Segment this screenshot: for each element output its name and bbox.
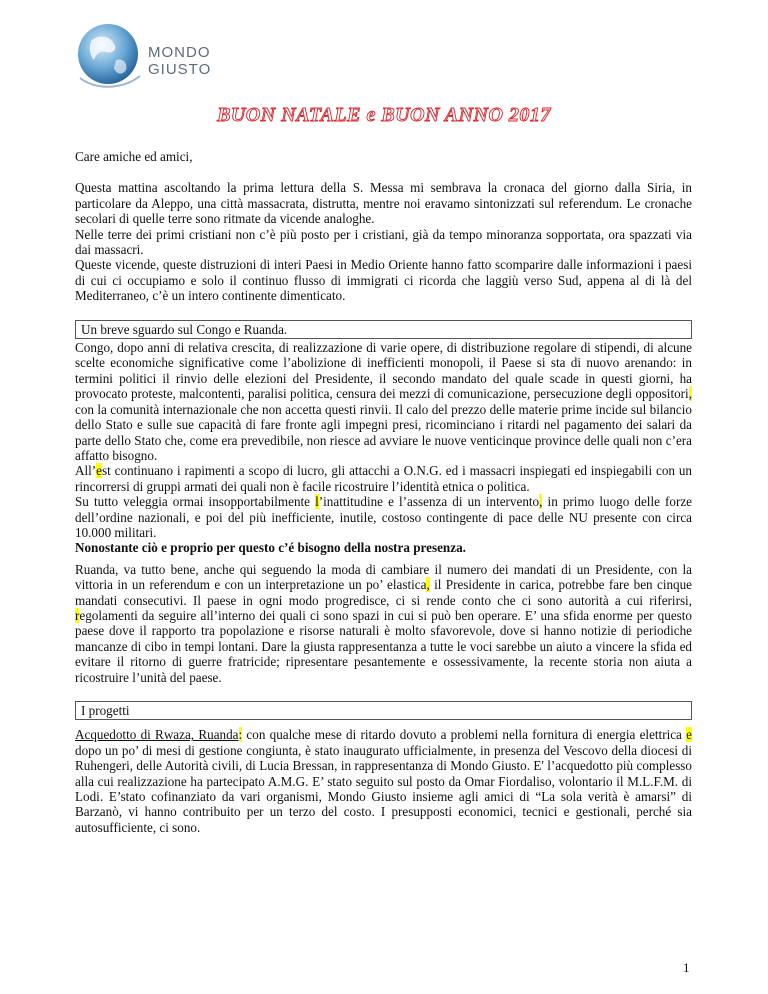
intro-paragraph-3: Queste vicende, queste distruzioni di interi Paesi in Medio Oriente hanno fatto scomparire dalle informazioni i paesi di cui ci occupiamo e solo il continuo flusso di immigrati ci ricorda che laggiù verso Sud, appena al di là del Mediterraneo, c’è un intero continente dimenticato. (75, 257, 692, 304)
highlight-l: l (315, 494, 319, 510)
highlight-r: r (75, 607, 80, 623)
logo-text-line1: MONDO (148, 44, 211, 61)
summary-paragraph (75, 494, 692, 540)
est-paragraph (75, 463, 692, 494)
project-text-a: con qualche mese di ritardo dovuto a problemi nella fornitura di energia elettrica (242, 727, 687, 743)
est-text-b: st continuano i rapimenti a scopo di lucro, gli attacchi a O.N.G. ed i massacri inspiegati ed inspiegabili con un rincorrersi di gruppi armati dei quali non è facile ricostruire l’identità etnica o politica. (75, 463, 692, 494)
ruanda-text-b: il Presidente in carica, potrebbe fare ben cinque mandati consecutivi. Il paese in ogni modo progredisce, ci si rende conto che ci sono autorità a cui riferirsi, (75, 577, 693, 608)
congo-text-b: con la comunità internazionale che non accetta questi rinvii. Il calo del prezzo delle materie prime incide sul bilancio dello Stato e sulle sue capacità di fare fronte agli impegni presi, ricominciano i ritardi nel pagamento dei salari da parte dello Stato che, come era prevedibile, non riesce ad avviare le nuove venticinque province delle quali non c’era affatto bisogno. (75, 401, 692, 463)
project-text-b: dopo un po’ di mesi di gestione congiunta, è stato inaugurato ufficialmente, in presenza del Vescovo della diocesi di Ruhengeri, delle Autorità civili, di Lucia Bressan, in rappresentanza di Mondo Giusto. E' l’acquedotto più complesso alla cui realizzazione ha partecipato A.M.G. E’ stato seguito sul posto da Omar Fiordaliso, volontario il M.L.F.M. di Lodi. E’stato cofinanziato da vari organismi, Mondo Giusto insieme agli amici di “La sola verità è amarsi” di Barzanò, vi hanno contribuito per un terzo del costo. I presupposti economici, tecnici e gestionali, perché sia autosufficiente, ci sono. (75, 742, 692, 835)
project-paragraph (75, 727, 692, 835)
letter-body (75, 149, 692, 835)
greeting: Care amiche ed amici, (75, 149, 193, 164)
congo-paragraph (75, 340, 692, 463)
highlight-e-2: e (686, 727, 692, 743)
ruanda-paragraph (75, 562, 692, 685)
bold-statement: Nonostante ciò e proprio per questo c’é bisogno della nostra presenza. (75, 540, 466, 556)
summary-text-b: ’inattitudine e l’assenza di un intervento (318, 494, 540, 510)
highlight-colon: : (238, 727, 243, 743)
summary-text-a: Su tutto veleggia ormai insopportabilmente (75, 494, 316, 510)
summary-text-c: in primo luogo delle forze dell’ordine nazionali, e poi del più inefficiente, inutile, costoso contingente di pace delle NU presente con circa 10.000 militari. (75, 494, 693, 540)
est-text-a: All’ (75, 463, 97, 479)
mondo-giusto-logo (70, 20, 230, 100)
section-heading-progetti: I progetti (75, 701, 692, 720)
highlight-comma-3: , (426, 577, 430, 593)
section-heading-congo-ruanda: Un breve sguardo sul Congo e Ruanda. (75, 320, 692, 339)
highlight-e: e (96, 463, 103, 479)
logo-text-line2: GIUSTO (148, 61, 212, 78)
ruanda-text-a: Ruanda, va tutto bene, anche qui seguendo la moda di cambiare il numero dei mandati di un Presidente, con la vittoria in un referendum e con un interpretazione un po’ elastica (75, 561, 692, 593)
project-title: Acquedotto di Rwaza, Ruanda (75, 727, 239, 743)
globe-logo-icon (70, 20, 150, 100)
page-number: 1 (683, 960, 690, 975)
congo-text-a: Congo, dopo anni di relativa crescita, di realizzazione di varie opere, di distribuzione regolare di stipendi, di alcune scelte economiche significative come l’abolizione di inefficienti monopoli, il Paese si sta di nuovo arenando: in termini politici il rinvio delle elezioni del Presidente, il secondo mandato del quale scade in questi giorni, ha provocato proteste, malcontenti, paralisi politica, censura dei mezzi di comunicazione, persecuzione degli oppositori (75, 340, 692, 402)
highlight-comma-2: , (539, 494, 543, 510)
page-title: BUON NATALE e BUON ANNO 2017 (217, 104, 551, 126)
ruanda-text-c: egolamenti da seguire all’interno dei quali ci sono spazi in cui si può ben operare. E’ una sfida enorme per questo paese dove il rapporto tra popolazione e risorse naturali è molto sfavorevole, dove si hanno notizie di periodiche mancanze di cibo in tempi lontani. Dare la giusta rappresentanza a tutte le voci sarebbe un aiuto a vincere la sfida ed evitare il ritorno di guerre fratricide; ripresentare pesantemente e ossessivamente, la recente storia non aiuta a ricostruire l’unità del paese. (75, 607, 692, 685)
logo-text (148, 44, 211, 78)
intro-paragraph-1: Questa mattina ascoltando la prima lettura della S. Messa mi sembrava la cronaca del giorno dalla Siria, in particolare da Aleppo, una città massacrata, distrutta, mentre noi eravamo sintonizzati sul referendum. Le cronache secolari di quelle terre sono ritmate da vicende analoghe. (75, 180, 692, 227)
highlight-comma: , (688, 386, 692, 402)
intro-paragraph-2: Nelle terre dei primi cristiani non c’è più posto per i cristiani, già da tempo minoranza sopportata, ora spazzati via dai massacri. (75, 226, 692, 258)
